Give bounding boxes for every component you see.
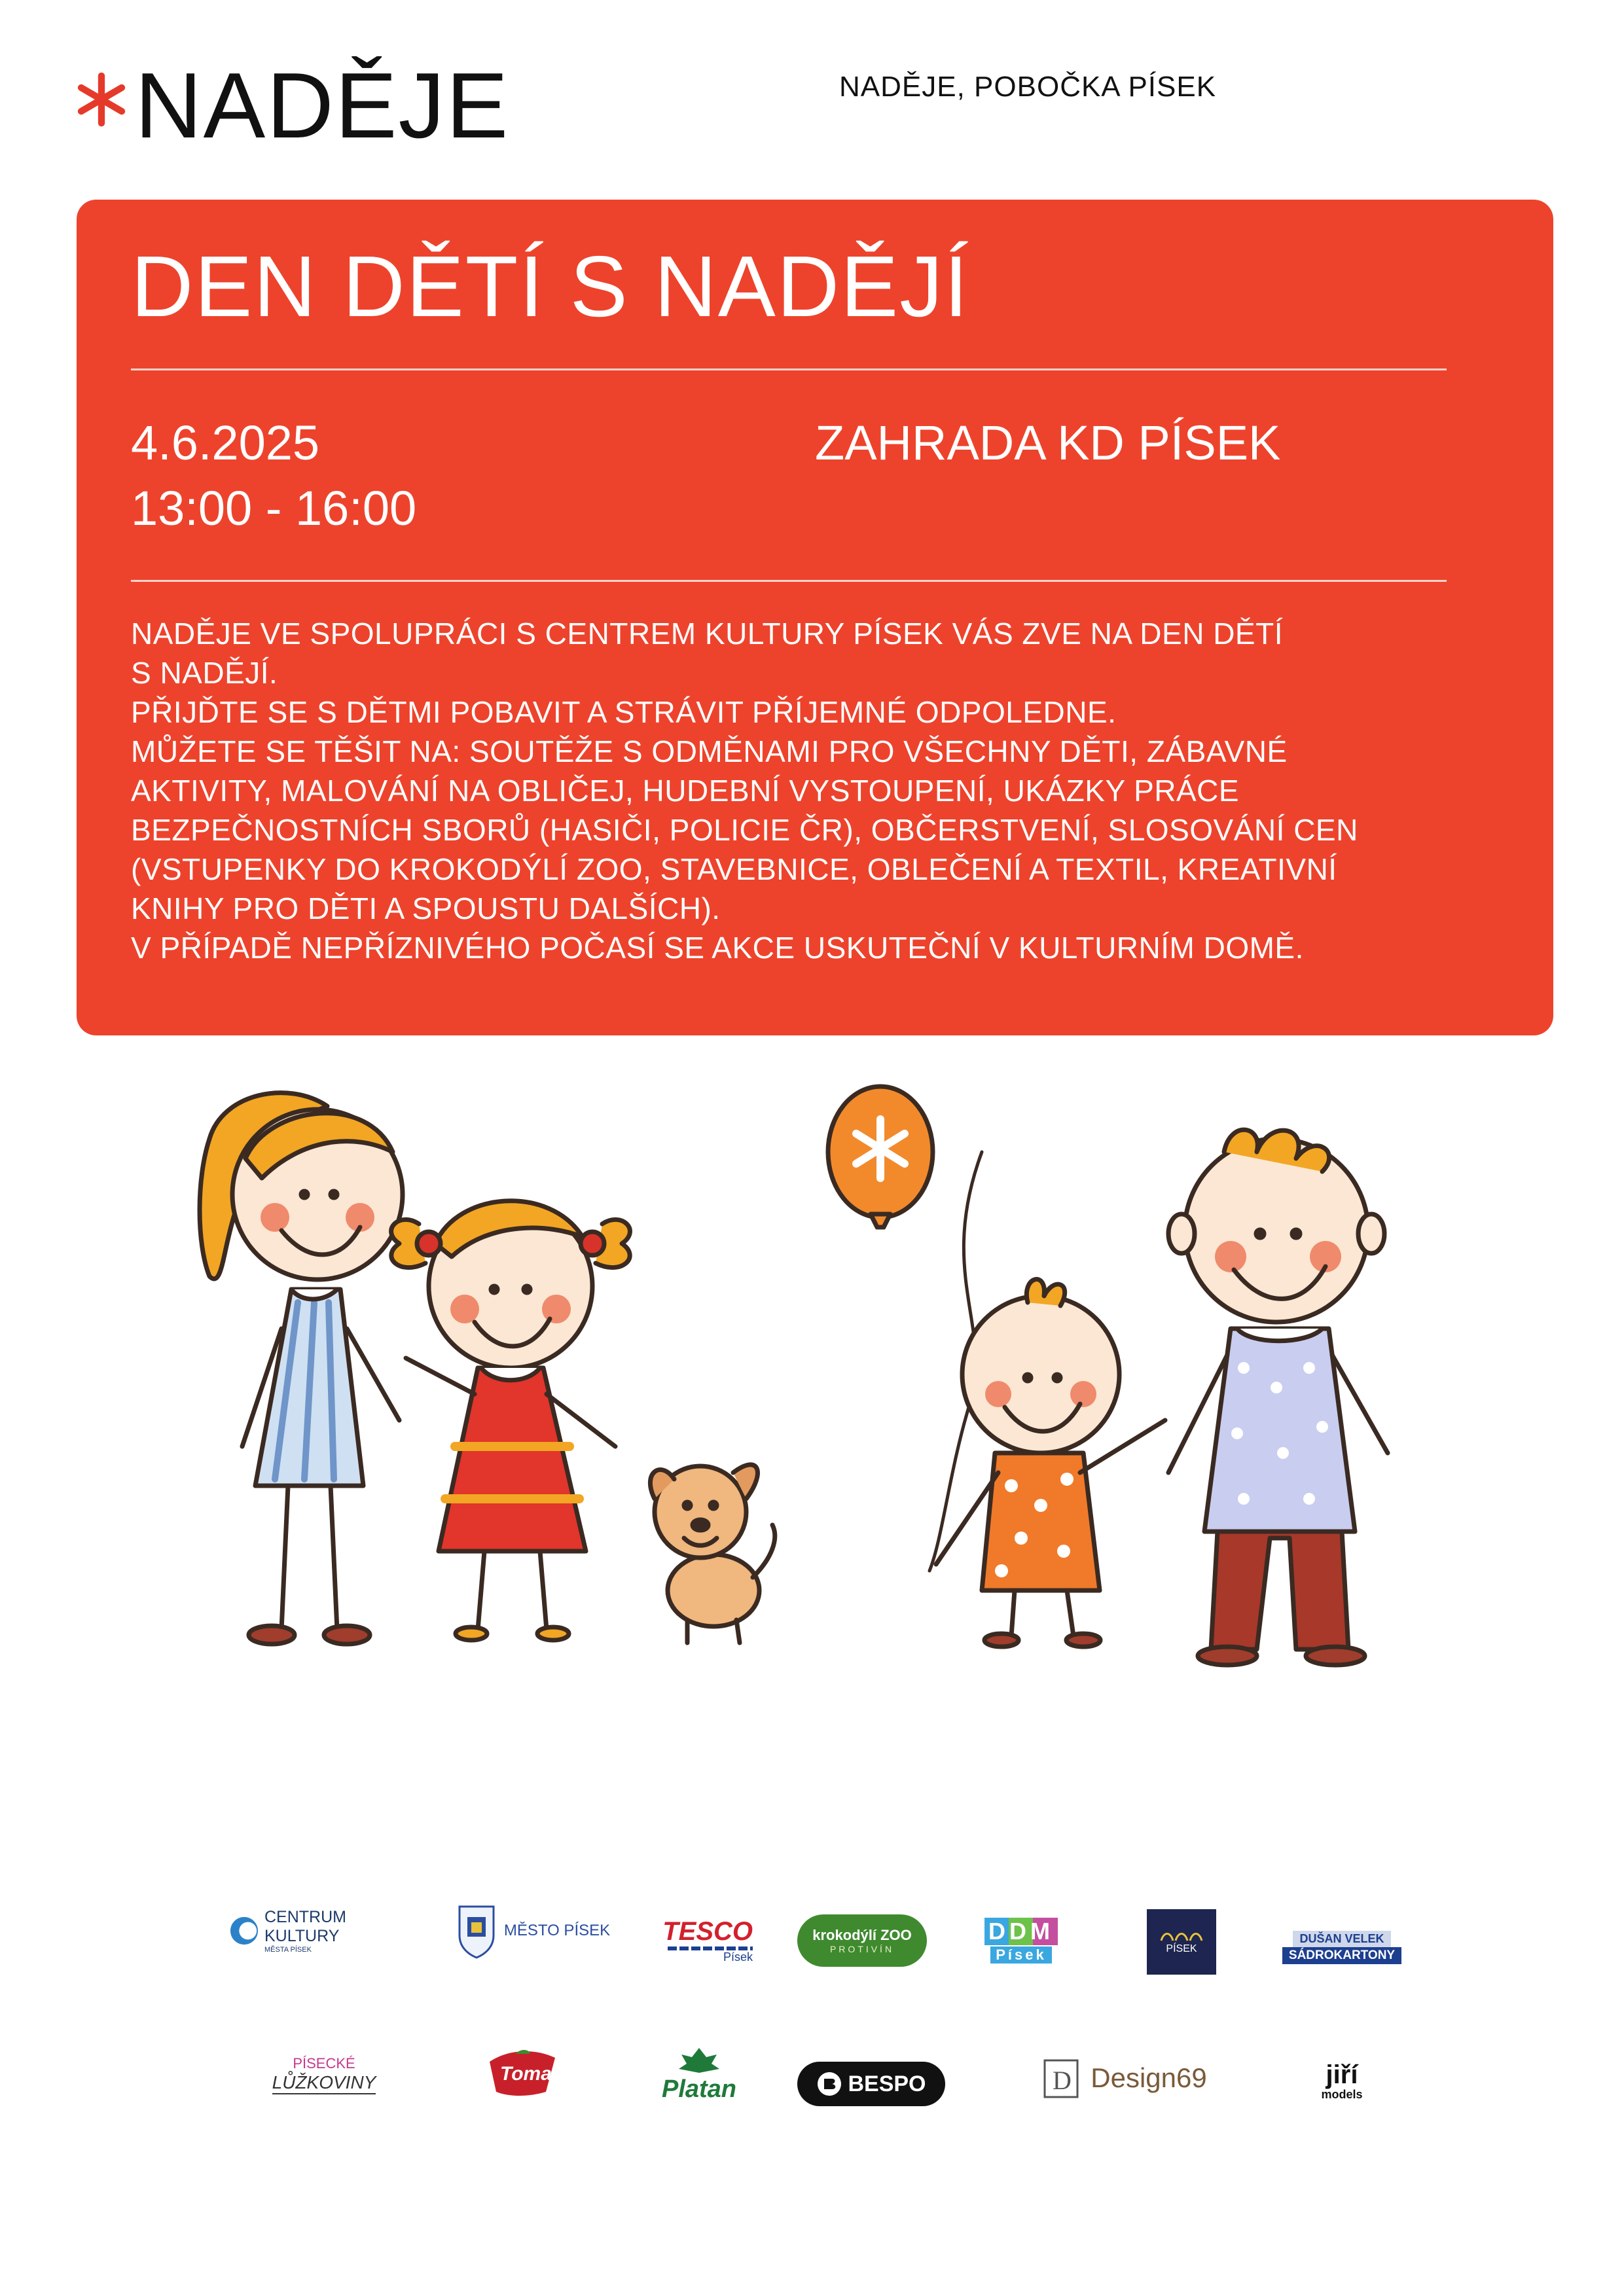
tesco-name: TESCO — [662, 1917, 753, 1946]
description-line: MŮŽETE SE TĚŠIT NA: SOUTĚŽE S ODMĚNAMI PRO VŠECHNY DĚTI, ZÁBAVNÉ — [131, 734, 1288, 768]
centrum-kultury-name: CENTRUM KULTURY — [264, 1908, 346, 1945]
jiri-sub: models — [1321, 2087, 1363, 2101]
design69-logo-icon — [1038, 2055, 1084, 2101]
event-description — [131, 614, 1460, 967]
jiri-name: jiří — [1326, 2060, 1358, 2089]
bespo-logo-icon — [816, 2071, 842, 2097]
event-title: DEN DĚTÍ S NADĚJÍ — [131, 238, 969, 334]
sponsor-bespo — [797, 2062, 945, 2106]
tesco-sub: Písek — [723, 1950, 753, 1964]
sponsor-krokodyli-zoo — [797, 1914, 927, 1967]
city-crest-icon — [457, 1903, 496, 1959]
sponsor-ddm — [975, 1914, 1067, 1967]
sponsor-pisek — [1147, 1909, 1216, 1975]
branch-name: NADĚJE, POBOČKA PÍSEK — [839, 71, 1217, 103]
sponsor-toma — [483, 2049, 560, 2098]
luzkoviny-name: PÍSECKÉ — [293, 2055, 355, 2072]
pisek-waves-icon — [1159, 1929, 1204, 1943]
asterisk-icon — [73, 71, 130, 128]
sponsor-platan — [647, 2042, 751, 2108]
sponsor-mesto-pisek — [452, 1901, 615, 1960]
father-figure — [1168, 1130, 1388, 1665]
sponsor-velek — [1276, 1924, 1407, 1970]
toma-name: Toma — [500, 2063, 552, 2085]
velek-sub: SÁDROKARTONY — [1282, 1947, 1401, 1964]
velek-name: DUŠAN VELEK — [1293, 1931, 1390, 1947]
pisek-name: PÍSEK — [1166, 1943, 1197, 1954]
ddm-sub: Písek — [990, 1946, 1052, 1964]
description-line: (VSTUPENKY DO KROKODÝLÍ ZOO, STAVEBNICE, OBLEČENÍ A TEXTIL, KREATIVNÍ — [131, 852, 1337, 886]
zoo-sub: PROTIVÍN — [829, 1944, 895, 1954]
platan-leaf-icon — [676, 2047, 722, 2075]
bespo-name: BESPO — [848, 2071, 926, 2096]
divider — [131, 368, 1447, 370]
description-line: S NADĚJÍ. — [131, 656, 278, 690]
centrum-kultury-logo-icon — [229, 1915, 259, 1946]
luzkoviny-sub: LŮŽKOVINY — [272, 2072, 376, 2094]
logo-text: NADĚJE — [135, 54, 510, 158]
sponsor-design69 — [1018, 2052, 1227, 2104]
sponsor-jiri-models — [1303, 2055, 1381, 2108]
event-time: 13:00 - 16:00 — [131, 481, 417, 535]
description-line: AKTIVITY, MALOVÁNÍ NA OBLIČEJ, HUDEBNÍ VYSTOUPENÍ, UKÁZKY PRÁCE — [131, 774, 1240, 808]
centrum-kultury-sub: MĚSTA PÍSEK — [264, 1946, 312, 1954]
event-date: 4.6.2025 — [131, 416, 320, 470]
dog-figure — [650, 1465, 774, 1643]
description-line: PŘIJĎTE SE S DĚTMI POBAVIT A STRÁVIT PŘÍJEMNÉ ODPOLEDNE. — [131, 695, 1117, 729]
sponsor-tesco — [648, 1911, 753, 1970]
zoo-name: krokodýlí ZOO — [812, 1927, 912, 1943]
family-illustration — [183, 1080, 1427, 1708]
description-line: NADĚJE VE SPOLUPRÁCI S CENTREM KULTURY PÍSEK VÁS ZVE NA DEN DĚTÍ — [131, 617, 1283, 651]
divider — [131, 580, 1447, 582]
mother-figure — [200, 1093, 403, 1644]
girl-figure — [391, 1201, 630, 1640]
ddm-name: DDM — [984, 1918, 1058, 1945]
nadeje-logo — [73, 54, 510, 158]
description-line: BEZPEČNOSTNÍCH SBORŮ (HASIČI, POLICIE ČR), OBČERSTVENÍ, SLOSOVÁNÍ CEN — [131, 813, 1358, 847]
event-place: ZAHRADA KD PÍSEK — [815, 416, 1281, 470]
platan-name: Platan — [661, 2075, 737, 2103]
boy-figure — [936, 1280, 1165, 1647]
sponsor-pisecke-luzkoviny — [249, 2049, 399, 2101]
design69-name: Design69 — [1091, 2062, 1207, 2093]
sponsor-centrum-kultury — [229, 1908, 419, 1954]
description-line: V PŘÍPADĚ NEPŘÍZNIVÉHO POČASÍ SE AKCE USKUTEČNÍ V KULTURNÍM DOMĚ. — [131, 931, 1304, 965]
balloon-icon — [828, 1086, 982, 1571]
description-line: KNIHY PRO DĚTI A SPOUSTU DALŠÍCH). — [131, 891, 721, 925]
mesto-pisek-name: MĚSTO PÍSEK — [503, 1922, 611, 1939]
svg-text:D: D — [1053, 2066, 1072, 2095]
